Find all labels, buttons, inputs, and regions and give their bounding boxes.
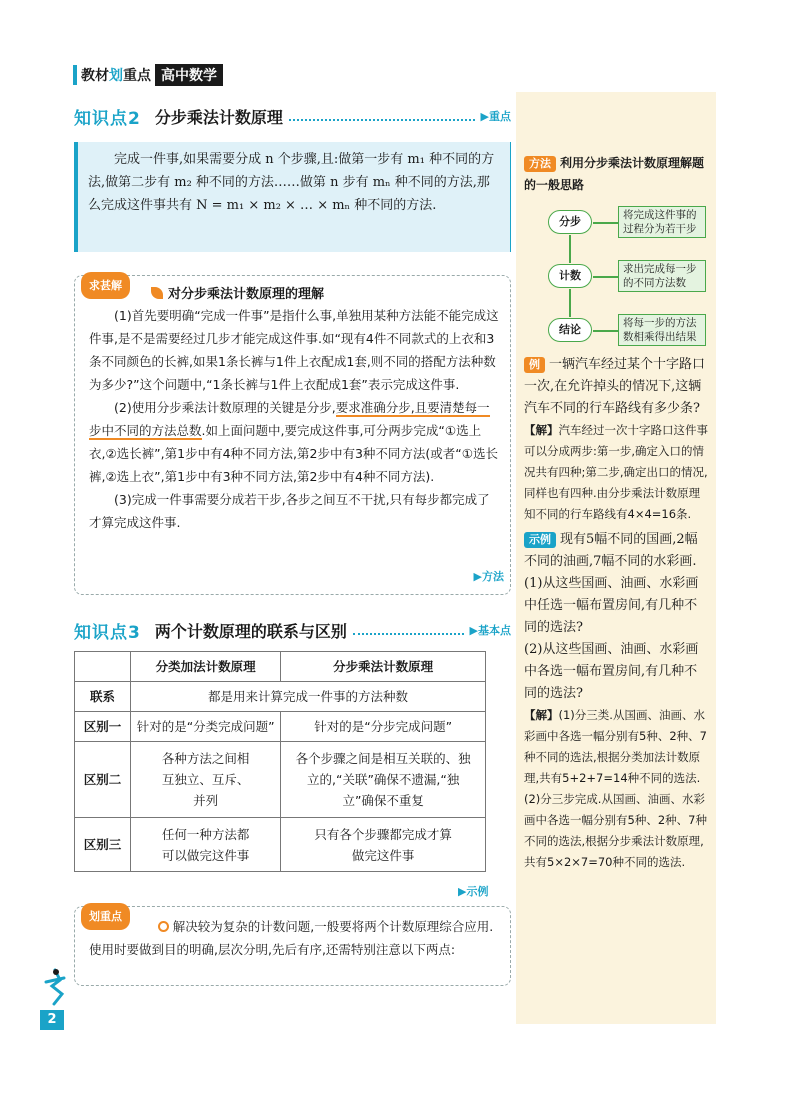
sample-question-1: (1)从这些国画、油画、水彩画中任选一幅布置房间,有几种不同的选法? [524, 576, 699, 635]
section-heading-2 [74, 104, 511, 128]
explanation-title: 对分步乘法计数原理的理解 [151, 283, 324, 306]
example-link-tag: ▶示例 [458, 885, 489, 898]
sidebar [516, 92, 716, 1024]
bullet-icon [158, 921, 169, 932]
table-row [75, 712, 486, 742]
brand-part2: 划 [109, 68, 123, 84]
method-badge: 方法 [524, 156, 556, 172]
example-answer: 【解】汽车经过一次十字路口这件事可以分成两步:第一步,确定入口的情况共有四种;第二步,确定出口的情况,同样也有四种.由分步乘法计数原理知不同的行车路线有4×4=16条. [524, 423, 708, 521]
brand-part3: 重点 [123, 68, 151, 84]
example-badge: 例 [524, 357, 545, 373]
page-number: 2 [40, 1010, 64, 1030]
brand-part1: 教材 [81, 68, 109, 84]
leaf-icon [151, 287, 163, 299]
flow-node: 分步 [548, 210, 592, 234]
flow-node: 结论 [548, 318, 592, 342]
dotted-rule [353, 625, 464, 635]
table-cell: 各个步骤之间是相互关联的、独立的,“关联”确保不遗漏,“独立”确保不重复 [281, 742, 486, 818]
table-row [75, 652, 486, 682]
qiushenjie-tag: 求甚解 [81, 272, 130, 299]
flow-arrow [569, 235, 571, 263]
table-row [75, 742, 486, 818]
explanation-p1: (1)首先要明确“完成一件事”是指什么事,单独用某种方法能不能完成这件事,是不是需要经过几步才能完成这件事.如“现有4件不同款式的上衣和3条不同颜色的长裤,如果1条长裤与1件上衣配成1套,则不同的搭配方法种数为多少?”这个问题中,“1条长裤与1件上衣配成1套”表示完成这件事. [89, 308, 499, 392]
page-header [73, 64, 223, 86]
flow-connector [593, 276, 618, 278]
example-question: 例 一辆汽车经过某个十字路口一次,在允许掉头的情况下,这辆汽车不同的行车路线有多少条? [524, 357, 706, 416]
table-header: 分类加法计数原理 [131, 652, 281, 682]
sample-badge: 示例 [524, 532, 556, 548]
explanation-box [74, 275, 511, 595]
section-number: 知识点3 [74, 622, 141, 643]
flow-node: 计数 [548, 264, 592, 288]
sample-answer-2: (2)分三步完成.从国画、油画、水彩画中各选一幅分别有5种、2种、7种不同的选法,根据分步乘法计数原理,共有5×2×7=70种不同的选法. [524, 792, 707, 869]
row-label: 区别二 [75, 742, 131, 818]
table-row [75, 818, 486, 872]
table-cell: 任何一种方法都可以做完这件事 [131, 818, 281, 872]
subject-chip: 高中数学 [155, 64, 223, 86]
section-title: 分步乘法计数原理 [154, 107, 283, 127]
sample-answer-1: 【解】(1)分三类.从国画、油画、水彩画中各选一幅分别有5种、2种、7种不同的选法,根据分类加法计数原理,共有5+2+7=14种不同的选法. [524, 708, 707, 785]
row-label: 联系 [75, 682, 131, 712]
flow-connector [593, 222, 618, 224]
underlined-key: 要求准确分步,且要清楚每一步中不同的方法总数 [89, 400, 490, 438]
section-heading-3 [74, 618, 511, 642]
flow-arrow [569, 289, 571, 317]
section-tag: ▶基本点 [469, 624, 511, 637]
definition-box [74, 142, 511, 252]
flow-box: 将完成这件事的过程分为若干步 [618, 206, 706, 238]
header-bar [73, 65, 77, 85]
method-heading: 方法 利用分步乘法计数原理解题的一般思路 [524, 156, 705, 192]
table-cell [75, 652, 131, 682]
table-row [75, 682, 486, 712]
explanation-p2: (2)使用分步乘法计数原理的关键是分步,要求准确分步,且要清楚每一步中不同的方法总数.如上面问题中,要完成这件事,可分两步完成“①选上衣,②选长裤”,第1步中有4种不同方法,第2步中有3种不同方法(或者“①选长裤,②选上衣”,第1步中有3种不同方法,第2步中有4种不同方法). [89, 400, 498, 484]
key-point-text: 解决较为复杂的计数问题,一般要将两个计数原理综合应用.使用时要做到目的明确,层次分明,先后有序,还需特别注意以下两点: [89, 919, 494, 957]
method-link-tag: ▶方法 [473, 570, 504, 583]
table-cell: 只有各个步骤都完成才算做完这件事 [281, 818, 486, 872]
table-cell: 都是用来计算完成一件事的方法种数 [131, 682, 486, 712]
decorative-figure-icon [40, 968, 70, 1006]
method-flowchart [524, 196, 710, 354]
sample-question-2: (2)从这些国画、油画、水彩画中各选一幅布置房间,有几种不同的选法? [524, 642, 699, 701]
sample-question: 示例 现有5幅不同的国画,2幅不同的油画,7幅不同的水彩画. [524, 532, 698, 569]
row-label: 区别一 [75, 712, 131, 742]
comparison-table [74, 651, 486, 872]
table-cell: 各种方法之间相互独立、互斥、并列 [131, 742, 281, 818]
flow-connector [593, 330, 618, 332]
dotted-rule [289, 111, 475, 121]
section-tag: ▶重点 [480, 110, 511, 123]
flow-box: 将每一步的方法数相乘得出结果 [618, 314, 706, 346]
section-number: 知识点2 [74, 108, 141, 129]
explanation-p3: (3)完成一件事需要分成若干步,各步之间互不干扰,只有每步都完成了才算完成这件事. [89, 492, 490, 530]
table-header: 分步乘法计数原理 [281, 652, 486, 682]
huazhongdian-tag: 划重点 [81, 903, 130, 930]
table-cell: 针对的是“分步完成问题” [281, 712, 486, 742]
row-label: 区别三 [75, 818, 131, 872]
table-cell: 针对的是“分类完成问题” [131, 712, 281, 742]
section-title: 两个计数原理的联系与区别 [154, 621, 347, 641]
definition-text: 完成一件事,如果需要分成 n 个步骤,且:做第一步有 m₁ 种不同的方法,做第二步有 m₂ 种不同的方法……做第 n 步有 mₙ 种不同的方法,那么完成这件事共有 N = m₁ × m₂ × … × mₙ 种不同的方法. [88, 152, 495, 213]
flow-box: 求出完成每一步的不同方法数 [618, 260, 706, 292]
key-point-box [74, 906, 511, 986]
